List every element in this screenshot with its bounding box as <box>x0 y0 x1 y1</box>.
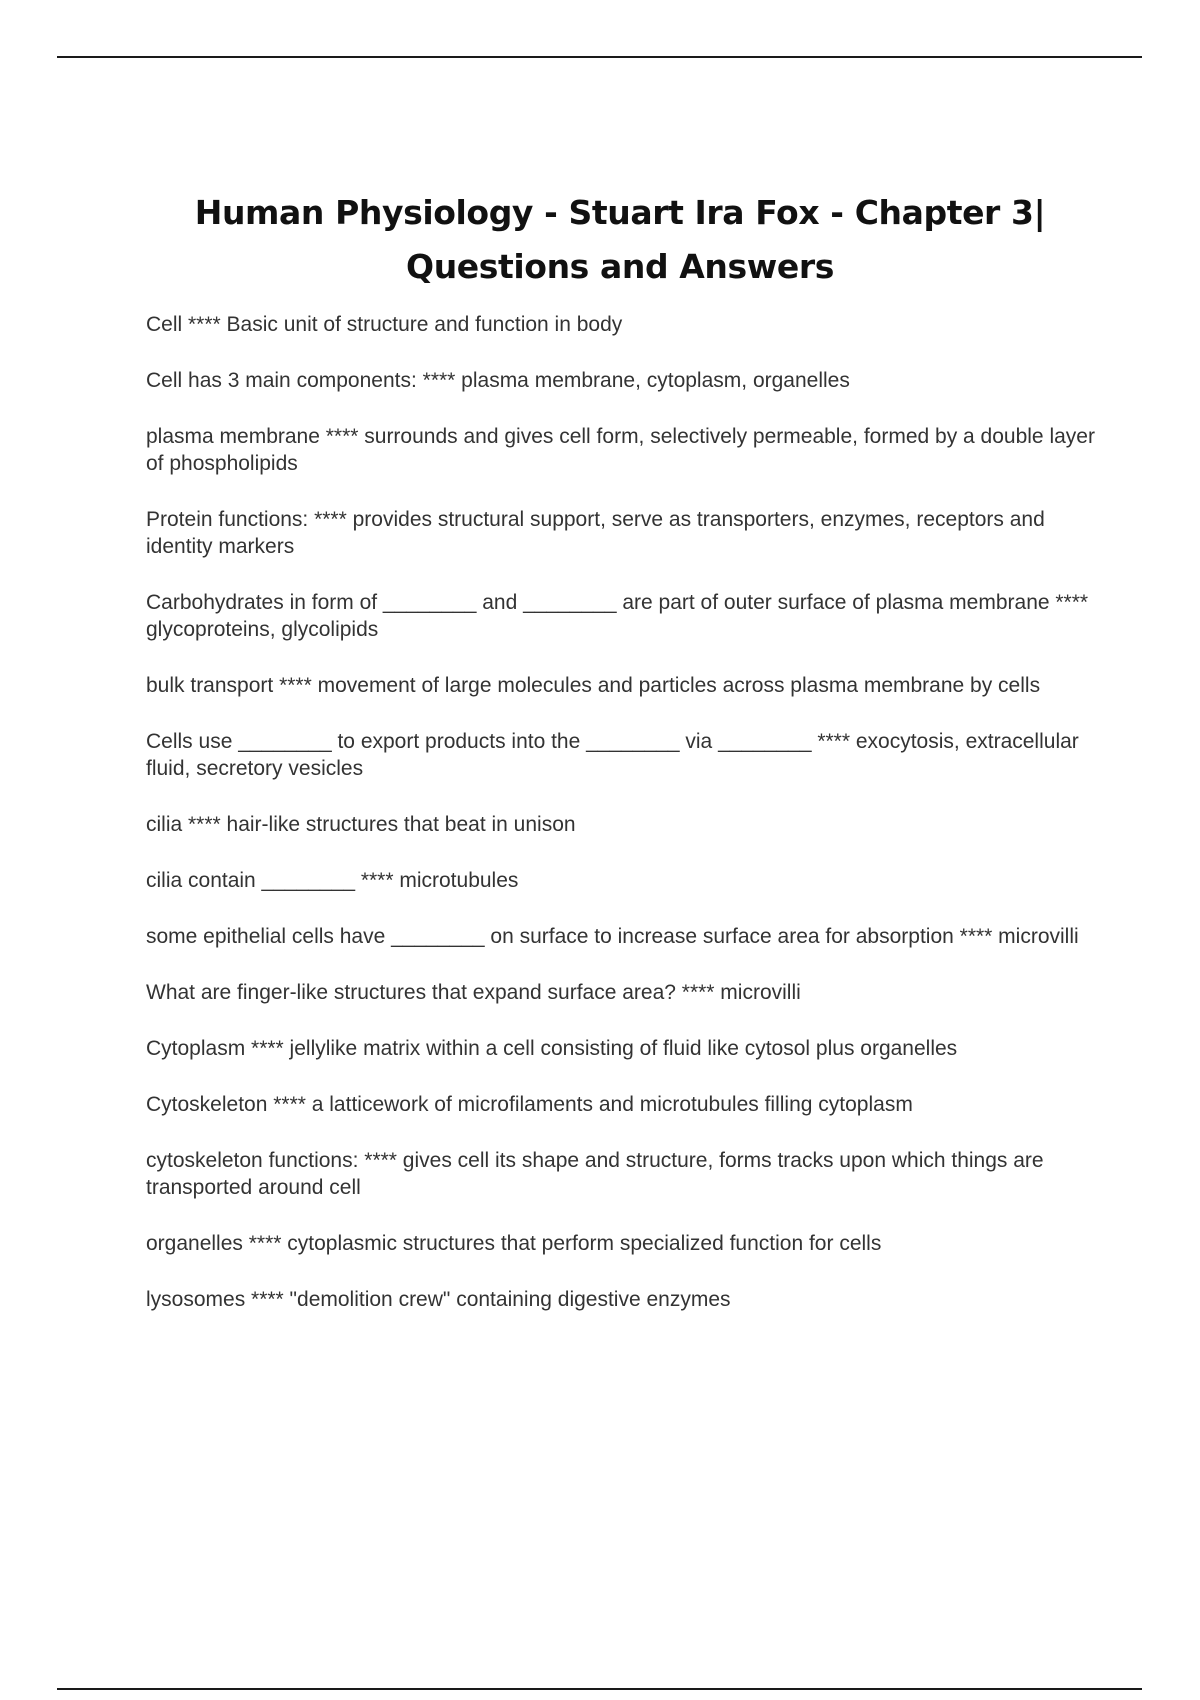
title-line-2: Questions and Answers <box>406 247 834 286</box>
qa-item: organelles **** cytoplasmic structures that perform specialized function for cells <box>146 1232 882 1255</box>
title-line-1: Human Physiology - Stuart Ira Fox - Chapter 3| <box>194 193 1046 232</box>
document-title <box>140 186 1100 294</box>
qa-item: cilia **** hair-like structures that beat in unison <box>146 813 576 836</box>
qa-item: cytoskeleton functions: **** gives cell its shape and structure, forms tracks upon which things are transported around cell <box>146 1149 1044 1199</box>
qa-list <box>146 311 1096 1342</box>
top-divider <box>57 56 1142 58</box>
qa-item: Cell **** Basic unit of structure and function in body <box>146 313 623 336</box>
qa-item: What are finger-like structures that expand surface area? **** microvilli <box>146 981 801 1004</box>
qa-item: Cytoskeleton **** a latticework of microfilaments and microtubules filling cytoplasm <box>146 1093 913 1116</box>
bottom-divider <box>57 1688 1142 1690</box>
qa-item: Carbohydrates in form of ________ and ________ are part of outer surface of plasma membrane **** glycoproteins, glycolipids <box>146 591 1089 641</box>
qa-item: cilia contain ________ **** microtubules <box>146 869 519 892</box>
qa-item: plasma membrane **** surrounds and gives cell form, selectively permeable, formed by a double layer of phospholipids <box>146 425 1095 475</box>
qa-item: Cytoplasm **** jellylike matrix within a cell consisting of fluid like cytosol plus organelles <box>146 1037 958 1060</box>
qa-item: bulk transport **** movement of large molecules and particles across plasma membrane by cells <box>146 674 1041 697</box>
qa-item: lysosomes **** "demolition crew" containing digestive enzymes <box>146 1288 731 1311</box>
qa-item: Cell has 3 main components: **** plasma membrane, cytoplasm, organelles <box>146 369 850 392</box>
qa-item: Cells use ________ to export products into the ________ via ________ **** exocytosis, extracellular fluid, secretory vesicles <box>146 730 1079 780</box>
qa-item: some epithelial cells have ________ on surface to increase surface area for absorption **** microvilli <box>146 925 1079 948</box>
qa-item: Protein functions: **** provides structural support, serve as transporters, enzymes, receptors and identity markers <box>146 508 1045 558</box>
